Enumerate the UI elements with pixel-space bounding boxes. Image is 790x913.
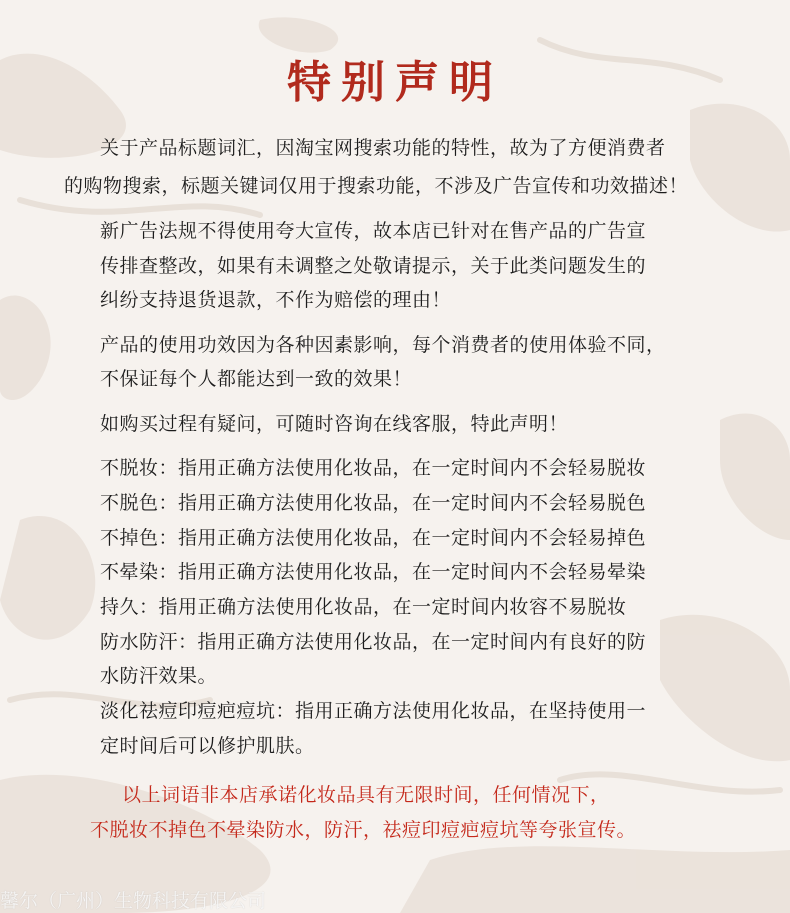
page-title: 特别声明 xyxy=(287,57,503,108)
notice-line: 的购物搜索，标题关键词仅用于搜索功能，不涉及广告宣传和功效描述！ xyxy=(64,175,689,197)
definition-line: 防水防汗：指用正确方法使用化妆品，在一定时间内有良好的防 xyxy=(100,631,647,653)
notice-line: 如购买过程有疑问，可随时咨询在线客服，特此声明！ xyxy=(100,413,569,435)
notice-line: 关于产品标题词汇，因淘宝网搜索功能的特性，故为了方便消费者 xyxy=(100,137,666,159)
definition-line: 定时间后可以修护肌肤。 xyxy=(100,735,315,757)
definition-line: 不晕染：指用正确方法使用化妆品，在一定时间内不会轻易晕染 xyxy=(100,561,647,583)
definition-line: 不掉色：指用正确方法使用化妆品，在一定时间内不会轻易掉色 xyxy=(100,527,647,549)
company-watermark: 馨尔（广州）生物科技有限公司 xyxy=(0,890,267,912)
definition-line: 水防汗效果。 xyxy=(100,665,218,687)
disclaimer-line: 以上词语非本店承诺化妆品具有无限时间，任何情况下， xyxy=(122,784,610,806)
definition-line: 持久：指用正确方法使用化妆品，在一定时间内妆容不易脱妆 xyxy=(100,596,627,618)
definition-line: 不脱妆：指用正确方法使用化妆品，在一定时间内不会轻易脱妆 xyxy=(100,457,647,479)
notice-line: 不保证每个人都能达到一致的效果！ xyxy=(100,368,413,390)
notice-line: 纠纷支持退货退款，不作为赔偿的理由！ xyxy=(100,289,452,311)
notice-line: 传排查整改，如果有未调整之处敬请提示，关于此类问题发生的 xyxy=(100,255,647,277)
definition-line: 淡化祛痘印痘疤痘坑：指用正确方法使用化妆品，在坚持使用一 xyxy=(100,700,647,722)
definition-line: 不脱色：指用正确方法使用化妆品，在一定时间内不会轻易脱色 xyxy=(100,492,647,514)
notice-line: 新广告法规不得使用夸大宣传，故本店已针对在售产品的广告宣 xyxy=(100,220,647,242)
disclaimer-line: 不脱妆不掉色不晕染防水，防汗，祛痘印痘疤痘坑等夸张宣传。 xyxy=(90,819,637,841)
notice-line: 产品的使用功效因为各种因素影响，每个消费者的使用体验不同， xyxy=(100,334,666,356)
